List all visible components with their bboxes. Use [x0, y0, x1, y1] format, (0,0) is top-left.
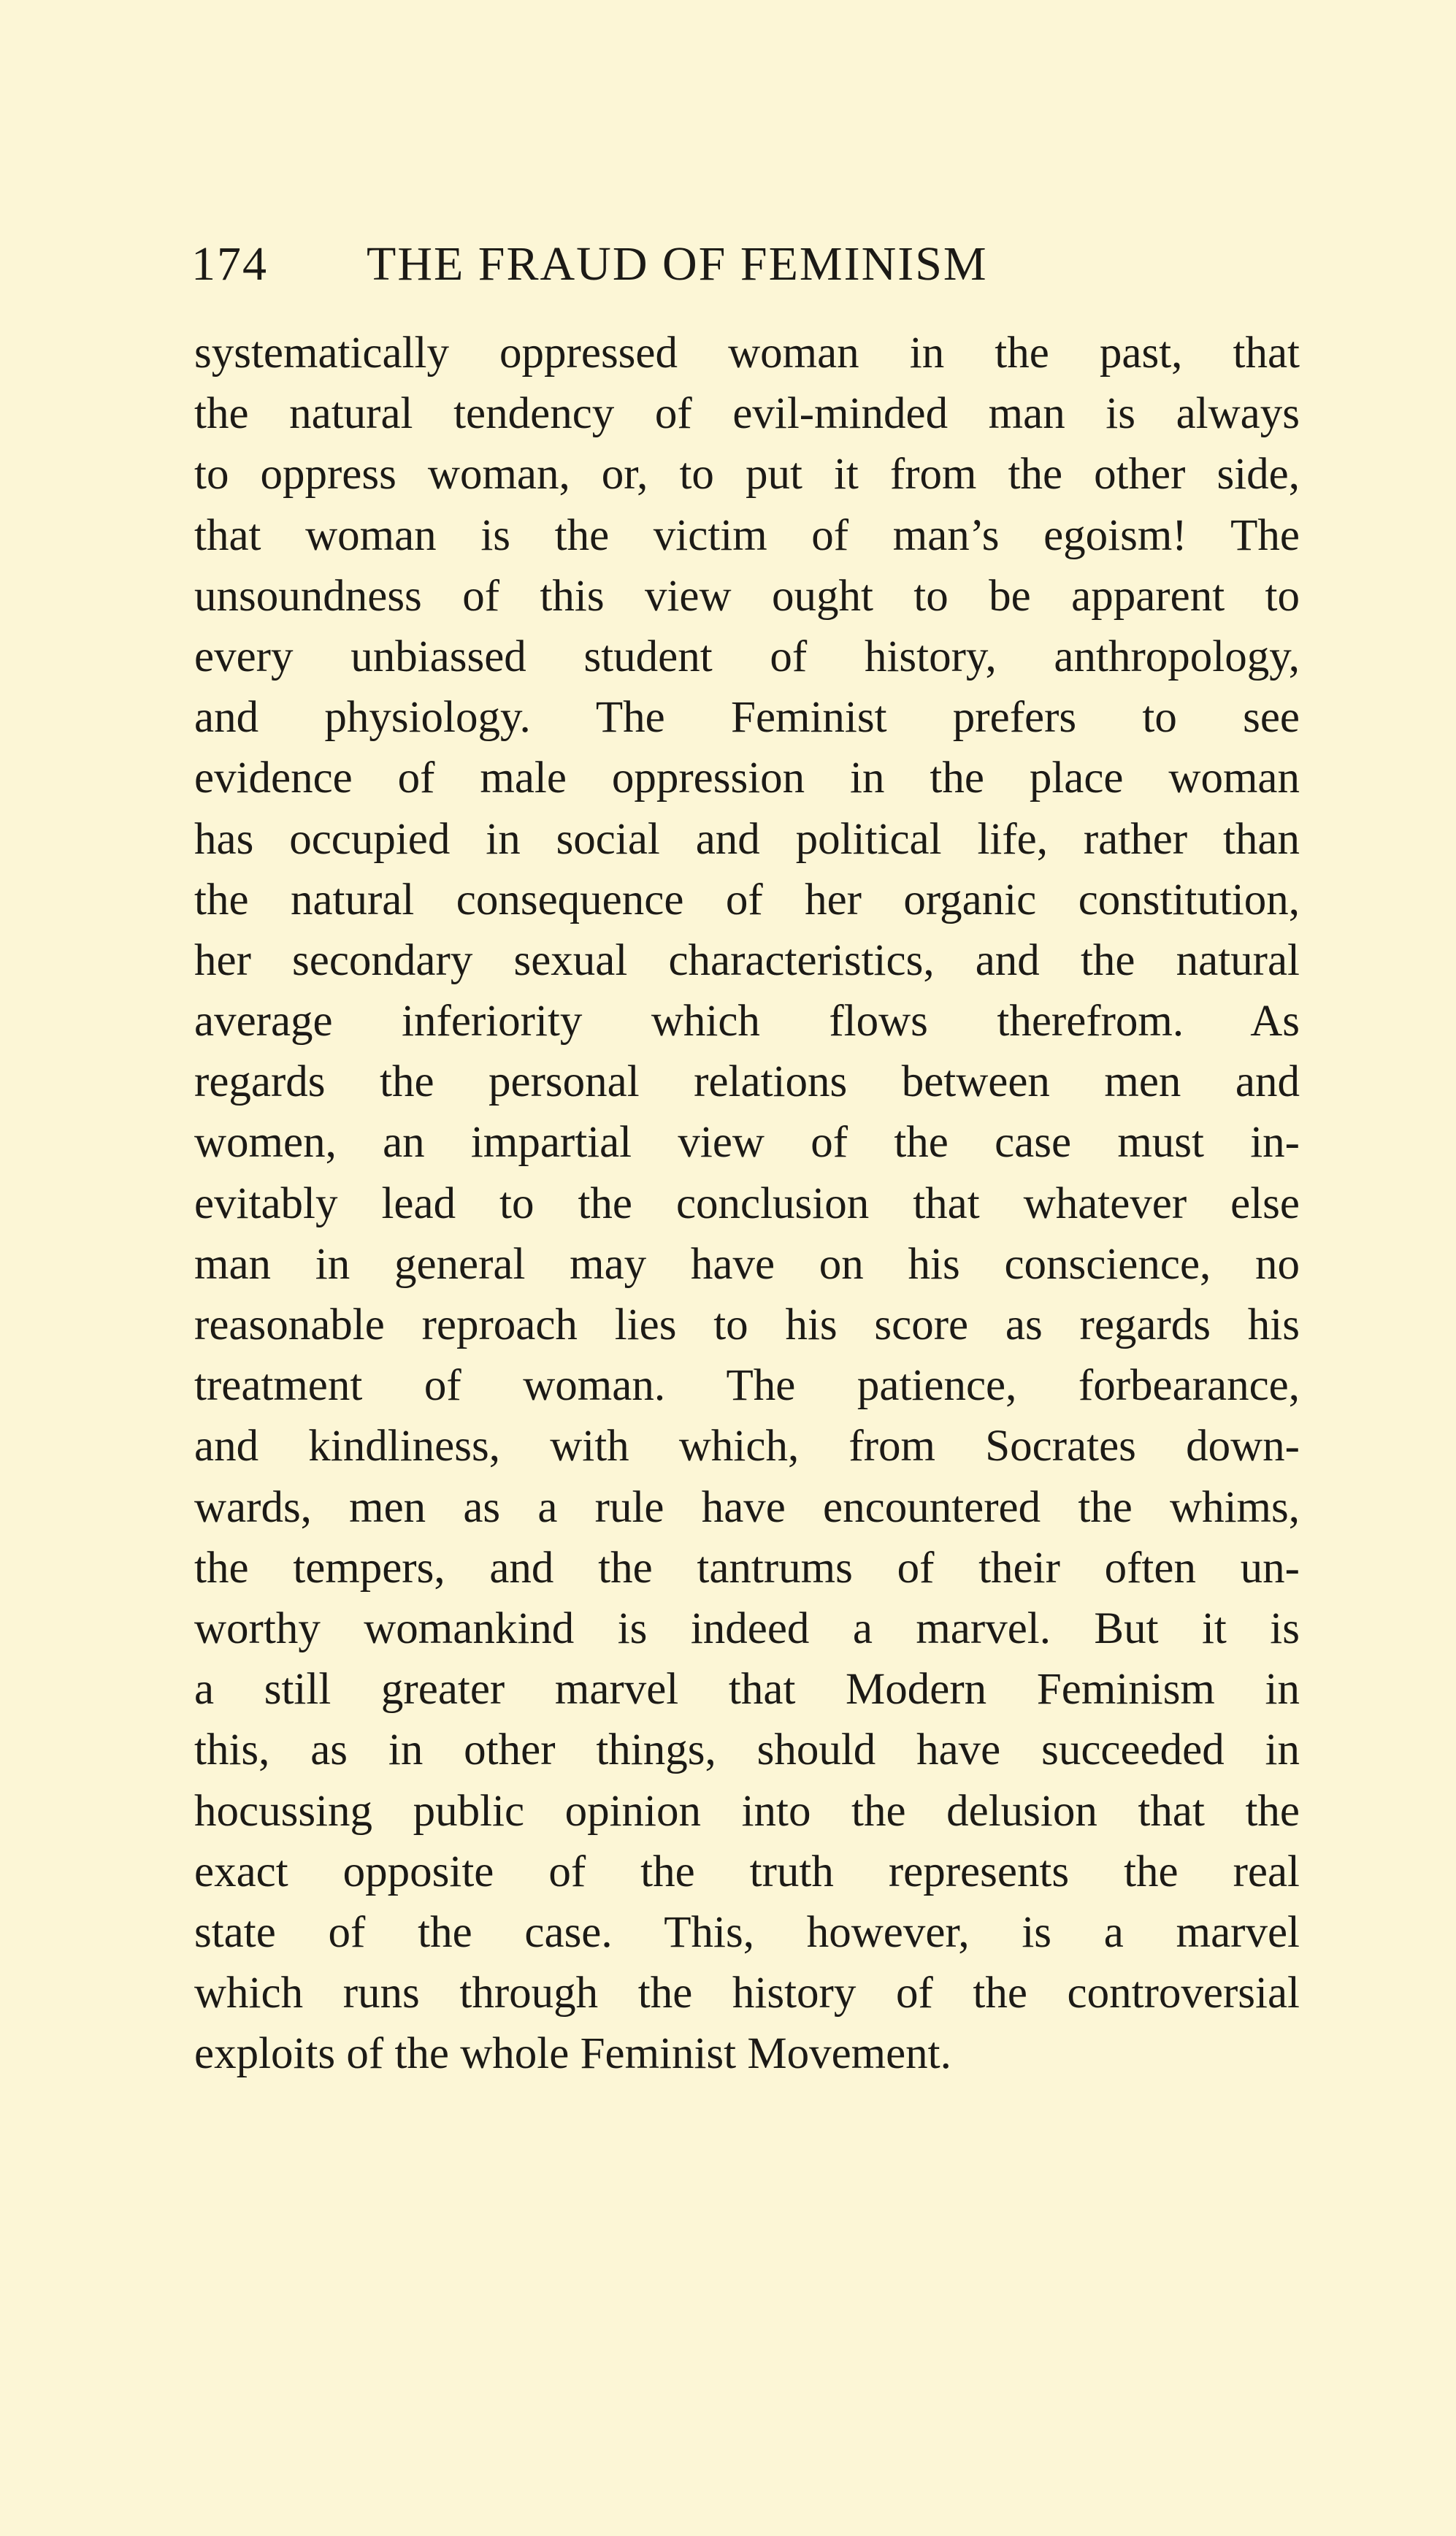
text-line: which runs through the history of the controversial — [194, 1969, 1300, 2018]
text-line: hocussing public opinion into the delusion that the — [194, 1786, 1300, 1836]
text-line: this, as in other things, should have succeeded in — [194, 1725, 1300, 1775]
text-line: man in general may have on his conscience, no — [194, 1239, 1300, 1289]
text-line: evidence of male oppression in the place woman — [194, 754, 1300, 803]
text-line: average inferiority which flows therefrom. As — [194, 997, 1300, 1046]
text-line: state of the case. This, however, is a marvel — [194, 1907, 1300, 1957]
page-number: 174 — [191, 237, 268, 291]
text-line: the natural tendency of evil-minded man is always — [194, 389, 1300, 439]
text-line: unsoundness of this view ought to be apparent to — [194, 571, 1300, 621]
text-line: has occupied in social and political life, rather than — [194, 814, 1300, 864]
text-line: wards, men as a rule have encountered the whims, — [194, 1482, 1300, 1532]
text-line: women, an impartial view of the case must in- — [194, 1118, 1300, 1168]
text-line: treatment of woman. The patience, forbearance, — [194, 1361, 1300, 1411]
text-line: systematically oppressed woman in the past, that — [194, 329, 1300, 378]
text-line: to oppress woman, or, to put it from the other side, — [194, 450, 1300, 499]
body-paragraph — [194, 323, 1300, 2084]
text-line: regards the personal relations between men and — [194, 1057, 1300, 1107]
text-line: a still greater marvel that Modern Feminism in — [194, 1665, 1300, 1715]
text-line: exact opposite of the truth represents the real — [194, 1847, 1300, 1896]
text-line: reasonable reproach lies to his score as regards his — [194, 1300, 1300, 1349]
running-title: THE FRAUD OF FEMINISM — [367, 237, 988, 291]
running-head — [191, 228, 1301, 301]
text-line: and physiology. The Feminist prefers to see — [194, 693, 1300, 743]
text-line: worthy womankind is indeed a marvel. But it is — [194, 1604, 1300, 1653]
text-line: her secondary sexual characteristics, and the natural — [194, 935, 1300, 985]
text-line: every unbiassed student of history, anthropology, — [194, 632, 1300, 681]
text-line: that woman is the victim of man’s egoism! The — [194, 510, 1300, 560]
text-line: the tempers, and the tantrums of their often un- — [194, 1543, 1300, 1593]
text-line: the natural consequence of her organic constitution, — [194, 875, 1300, 924]
text-line: exploits of the whole Feminist Movement. — [194, 2029, 951, 2079]
text-line: evitably lead to the conclusion that whatever else — [194, 1179, 1300, 1228]
text-line: and kindliness, with which, from Socrates down- — [194, 1422, 1300, 1471]
